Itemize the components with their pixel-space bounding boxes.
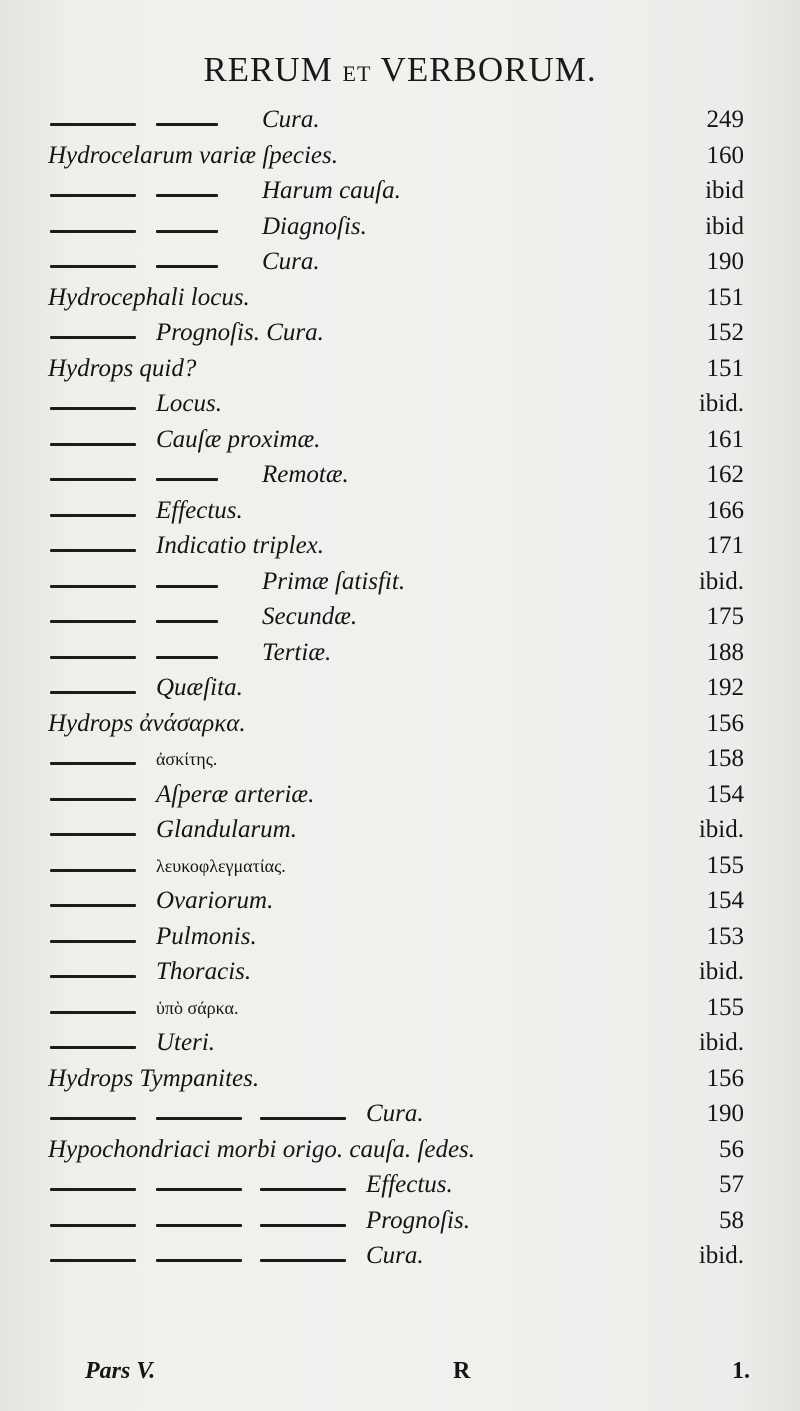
- ditto-dash: [50, 940, 136, 943]
- entry-page-number: ibid: [705, 177, 744, 204]
- ditto-dash: [156, 620, 218, 623]
- index-entry: [48, 1240, 744, 1276]
- ditto-dash: [50, 1011, 136, 1014]
- index-entry: [48, 779, 744, 815]
- entry-page-number: 156: [706, 709, 744, 737]
- entry-text: Hydrops quid?: [48, 354, 197, 382]
- entry-page-number: ibid.: [698, 390, 744, 417]
- entry-page-number: 158: [706, 745, 744, 772]
- entry-text: Hypochondriaci morbi origo. cauſa. ſedes.: [48, 1135, 476, 1163]
- entry-text: Harum cauſa.: [262, 177, 401, 204]
- ditto-dash: [50, 443, 136, 446]
- index-entry: [48, 672, 744, 708]
- index-entry: [48, 495, 744, 531]
- entry-text: Indicatio triplex.: [156, 532, 325, 559]
- ditto-dash: [50, 194, 136, 197]
- entry-page-number: 57: [719, 1171, 744, 1198]
- ditto-dash: [260, 1117, 346, 1120]
- entry-text: Pulmonis.: [156, 922, 257, 950]
- entry-page-number: 171: [706, 532, 744, 559]
- entry-page-number: 188: [706, 638, 744, 666]
- entry-page-number: ibid.: [698, 1029, 744, 1056]
- index-entry: [48, 743, 744, 779]
- index-entry: [48, 317, 744, 353]
- entry-text: Thoracis.: [156, 958, 252, 985]
- index-entry: [48, 246, 744, 282]
- entry-page-number: 161: [706, 425, 744, 453]
- header-word-rerum: RERUM: [203, 50, 333, 89]
- entry-text: Uteri.: [156, 1029, 216, 1056]
- entry-text: Tertiæ.: [262, 638, 332, 666]
- entry-page-number: 249: [706, 106, 744, 133]
- ditto-dash: [50, 691, 136, 694]
- entry-page-number: 58: [719, 1206, 744, 1234]
- ditto-dash: [50, 762, 136, 765]
- ditto-dash: [50, 123, 136, 126]
- index-entry: [48, 992, 744, 1028]
- entry-text: Cauſæ proximæ.: [156, 425, 321, 453]
- ditto-dash: [156, 123, 218, 126]
- ditto-dash: [50, 1259, 136, 1262]
- ditto-dash: [50, 1188, 136, 1191]
- entry-text: Hydrops Tympanites.: [48, 1064, 260, 1092]
- ditto-dash: [50, 407, 136, 410]
- footer-signature: Pars V.: [85, 1358, 156, 1384]
- ditto-dash: [156, 1259, 242, 1262]
- entry-text: Primæ ſatisfit.: [262, 567, 406, 595]
- entry-text: Locus.: [156, 390, 222, 417]
- index-entry: [48, 921, 744, 957]
- entry-page-number: ibid.: [698, 816, 744, 843]
- ditto-dash: [50, 869, 136, 872]
- entry-page-number: ibid.: [698, 1242, 744, 1269]
- footer-number: 1.: [732, 1358, 750, 1384]
- entry-page-number: 151: [706, 354, 744, 382]
- ditto-dash: [50, 904, 136, 907]
- entry-text: Cura.: [262, 106, 320, 133]
- entry-text: Prognoſis.: [366, 1206, 470, 1234]
- entry-text: Remotæ.: [262, 461, 349, 488]
- ditto-dash: [156, 230, 218, 233]
- entry-text: λευκοφλεγματίας.: [156, 855, 286, 876]
- index-entry: [48, 1169, 744, 1205]
- entry-text: Hydrops ἀνάσαρκα.: [48, 709, 246, 737]
- index-entry: [48, 708, 744, 744]
- entry-page-number: 154: [706, 780, 744, 808]
- entry-page-number: 155: [706, 993, 744, 1021]
- index-entry: [48, 530, 744, 566]
- index-entry: [48, 353, 744, 389]
- entry-page-number: 162: [706, 461, 744, 488]
- index-entry: [48, 850, 744, 886]
- entry-text: Secundæ.: [262, 603, 358, 630]
- entry-page-number: 190: [706, 248, 744, 275]
- index-entry: [48, 1098, 744, 1134]
- ditto-dash: [50, 975, 136, 978]
- index-entry: [48, 104, 744, 140]
- index-entry: [48, 1134, 744, 1170]
- ditto-dash: [50, 1224, 136, 1227]
- entry-page-number: 156: [706, 1064, 744, 1092]
- ditto-dash: [156, 265, 218, 268]
- entry-page-number: 56: [719, 1135, 744, 1163]
- index-entry: [48, 956, 744, 992]
- index-entry: [48, 140, 744, 176]
- entry-page-number: 152: [706, 319, 744, 346]
- entry-page-number: 153: [706, 922, 744, 950]
- entry-text: Effectus.: [366, 1171, 453, 1198]
- entry-text: Hydrocelarum variæ ſpecies.: [48, 141, 338, 169]
- header-word-verborum: VERBORUM.: [380, 50, 597, 89]
- entry-text: ἀσκίτης.: [156, 749, 218, 769]
- header-word-et: ET: [342, 61, 372, 86]
- index-entry: [48, 424, 744, 460]
- ditto-dash: [156, 585, 218, 588]
- ditto-dash: [50, 230, 136, 233]
- entry-text: Effectus.: [156, 496, 243, 524]
- ditto-dash: [50, 265, 136, 268]
- index-entry: [48, 388, 744, 424]
- index-entry: [48, 601, 744, 637]
- ditto-dash: [50, 585, 136, 588]
- entry-text: Diagnoſis.: [262, 212, 367, 240]
- entry-text: Glandularum.: [156, 816, 297, 843]
- entry-text: Hydrocephali locus.: [48, 283, 250, 311]
- ditto-dash: [156, 1224, 242, 1227]
- entry-page-number: ibid.: [698, 567, 744, 595]
- ditto-dash: [50, 798, 136, 801]
- index-entry: [48, 885, 744, 921]
- entry-page-number: ibid: [705, 212, 744, 240]
- index-entry: [48, 814, 744, 850]
- index-entry: [48, 566, 744, 602]
- entry-page-number: 151: [706, 283, 744, 311]
- entry-page-number: 166: [706, 496, 744, 524]
- entry-page-number: 190: [706, 1100, 744, 1127]
- index-entry: [48, 1027, 744, 1063]
- ditto-dash: [156, 194, 218, 197]
- footer-mark: R: [453, 1358, 471, 1384]
- ditto-dash: [156, 1117, 242, 1120]
- ditto-dash: [50, 514, 136, 517]
- entry-page-number: 175: [706, 603, 744, 630]
- ditto-dash: [50, 1117, 136, 1120]
- ditto-dash: [50, 1046, 136, 1049]
- entry-page-number: 192: [706, 674, 744, 701]
- index-entry: [48, 1205, 744, 1241]
- entry-page-number: 160: [706, 141, 744, 169]
- index-entry: [48, 459, 744, 495]
- entry-page-number: 154: [706, 887, 744, 914]
- entry-text: Cura.: [366, 1100, 424, 1127]
- ditto-dash: [50, 478, 136, 481]
- entry-text: Prognoſis. Cura.: [156, 319, 324, 346]
- index-entry: [48, 637, 744, 673]
- ditto-dash: [260, 1259, 346, 1262]
- entry-page-number: ibid.: [698, 958, 744, 985]
- ditto-dash: [50, 620, 136, 623]
- entry-text: Cura.: [366, 1242, 424, 1269]
- index-entry: [48, 1063, 744, 1099]
- ditto-dash: [50, 833, 136, 836]
- ditto-dash: [156, 656, 218, 659]
- ditto-dash: [156, 1188, 242, 1191]
- ditto-dash: [50, 336, 136, 339]
- ditto-dash: [50, 656, 136, 659]
- entry-text: Quæſita.: [156, 674, 243, 701]
- entry-text: Cura.: [262, 248, 320, 275]
- ditto-dash: [156, 478, 218, 481]
- index-entries: [48, 104, 744, 1276]
- index-entry: [48, 175, 744, 211]
- entry-text: Aſperæ arteriæ.: [156, 780, 315, 808]
- index-entry: [48, 282, 744, 318]
- entry-page-number: 155: [706, 851, 744, 879]
- index-entry: [48, 211, 744, 247]
- ditto-dash: [260, 1188, 346, 1191]
- ditto-dash: [260, 1224, 346, 1227]
- page-footer: [0, 1358, 800, 1398]
- entry-text: Ovariorum.: [156, 887, 274, 914]
- ditto-dash: [50, 549, 136, 552]
- entry-text: ὑπὸ σάρκα.: [156, 997, 239, 1018]
- page-header: [0, 50, 800, 90]
